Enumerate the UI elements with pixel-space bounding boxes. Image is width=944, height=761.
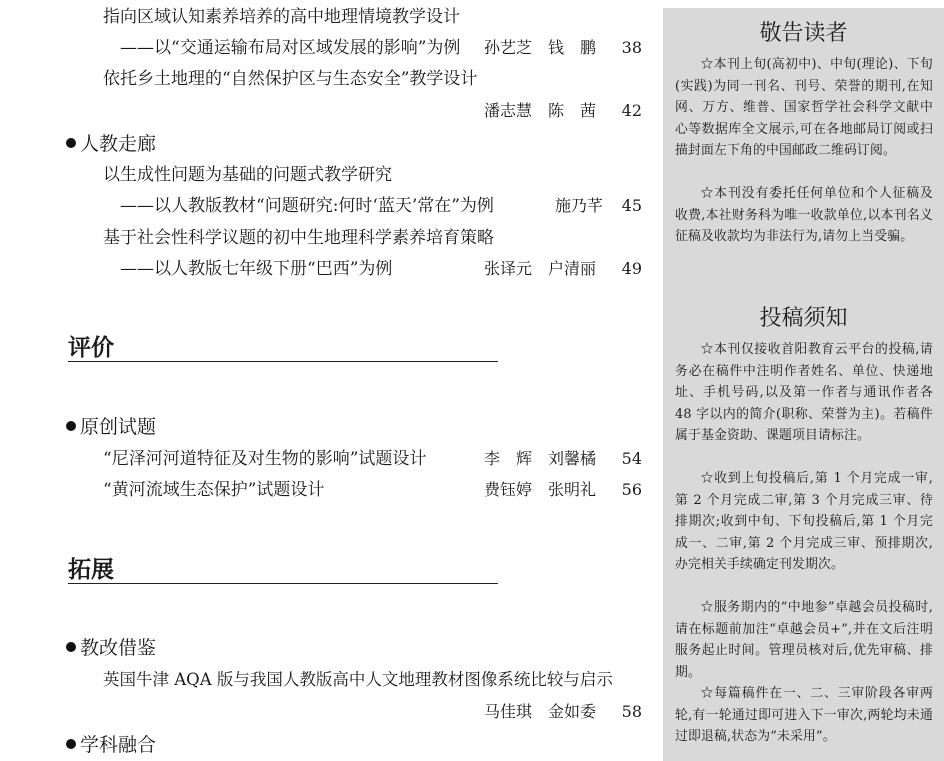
notice-paragraph: ☆本刊没有委托任何单位和个人征稿及收费,本社财务科为唯一收款单位,以本刊名义征稿及收款均为非法行为,请勿上当受骗。 <box>675 186 933 244</box>
notice-paragraph: ☆本刊上旬(高初中)、中旬(理论)、下旬(实践)为同一刊名、刊号、荣誉的期刊,在知网、万方、维普、国家哲学社会科学文献中心等数据库全文展示,可在各地邮局订阅或扫描封面左下角的中国邮政二维码订阅。 <box>675 57 933 158</box>
toc-entry-title[interactable]: 指向区域认知素养培养的高中地理情境教学设计 <box>103 7 460 27</box>
toc-entry-authors: 孙艺芝 钱 鹏 <box>484 38 597 57</box>
toc-entry-title[interactable]: “黄河流域生态保护”试题设计 <box>103 480 325 500</box>
guide-paragraph: ☆本刊仅接收首阳教育云平台的投稿,请务必在稿件中注明作者姓名、单位、快递地址、手机号码,以及第一作者与通讯作者各 48 字以内的简介(职称、荣誉为主)。若稿件属于基金资助、课题项目请标注。 <box>675 342 933 443</box>
subsection-heading <box>66 132 156 156</box>
toc-entry-authors: 施乃芊 <box>555 196 604 215</box>
subsection-label: 原创试题 <box>80 416 157 438</box>
section-rule <box>68 583 498 584</box>
toc-entry-page: 58 <box>621 702 642 721</box>
guide-paragraph: ☆每篇稿件在一、二、三审阶段各审两轮,有一轮通过即可进入下一审次,两轮均未通过即退稿,状态为“未采用”。 <box>675 686 933 744</box>
guide-paragraph: ☆服务期内的“中地参”卓越会员投稿时,请在标题前加注“卓越会员+”,并在文后注明服务起止时间。管理员核对后,优先审稿、排期。 <box>675 600 933 680</box>
bullet-icon <box>66 642 76 652</box>
subsection-label: 人教走廊 <box>80 133 157 155</box>
toc-entry-title[interactable]: 以生成性问题为基础的问题式教学研究 <box>103 165 392 185</box>
toc-entry-authors: 潘志慧 陈 茜 <box>484 101 597 120</box>
toc-entry-page: 54 <box>621 449 642 468</box>
guide-title: 投稿须知 <box>759 306 848 331</box>
bullet-icon <box>66 138 76 148</box>
subsection-label: 学科融合 <box>80 734 157 756</box>
section-heading: 拓展 <box>68 557 114 583</box>
subsection-label: 教改借鉴 <box>80 637 157 659</box>
toc-entry-authors: 马佳琪 金如委 <box>484 702 597 721</box>
toc-entry-title[interactable]: 依托乡土地理的“自然保护区与生态安全”教学设计 <box>103 69 478 89</box>
toc-entry-title[interactable]: 基于社会性科学议题的初中生地理科学素养培育策略 <box>103 228 494 248</box>
toc-entry-authors: 费钰婷 张明礼 <box>484 480 597 499</box>
bullet-icon <box>66 421 76 431</box>
subsection-heading <box>66 733 156 757</box>
toc-entry-title[interactable]: 英国牛津 AQA 版与我国人教版高中人文地理教材图像系统比较与启示 <box>103 670 613 689</box>
toc-entry-subtitle[interactable]: ——以“交通运输布局对区域发展的影响”为例 <box>120 38 461 58</box>
toc-entry-page: 45 <box>621 196 642 215</box>
subsection-heading <box>66 636 156 660</box>
toc-entry-page: 38 <box>621 38 642 57</box>
toc-entry-subtitle[interactable]: ——以人教版教材“问题研究:何时‘蓝天’常在”为例 <box>120 196 494 216</box>
section-rule <box>68 361 498 362</box>
notice-title: 敬告读者 <box>759 21 848 46</box>
toc-entry-authors: 李 辉 刘馨橘 <box>484 449 597 468</box>
toc-entry-authors: 张译元 户清丽 <box>484 259 597 278</box>
toc-entry-subtitle[interactable]: ——以人教版七年级下册“巴西”为例 <box>120 259 393 279</box>
subsection-heading <box>66 415 156 439</box>
toc-entry-page: 42 <box>621 101 642 120</box>
notice-sidebar <box>663 8 944 761</box>
toc-entry-page: 56 <box>621 480 642 499</box>
guide-paragraph: ☆收到上旬投稿后,第 1 个月完成一审,第 2 个月完成二审,第 3 个月完成三审、待排期次;收到中旬、下旬投稿后,第 1 个月完成一、二审,第 2 个月完成三审、预排期次,办完相关手续确定刊发期次。 <box>675 471 933 572</box>
bullet-icon <box>66 739 76 749</box>
section-heading: 评价 <box>68 335 114 361</box>
toc-entry-title[interactable]: “尼泽河河道特征及对生物的影响”试题设计 <box>103 449 427 469</box>
toc-entry-page: 49 <box>621 259 642 278</box>
